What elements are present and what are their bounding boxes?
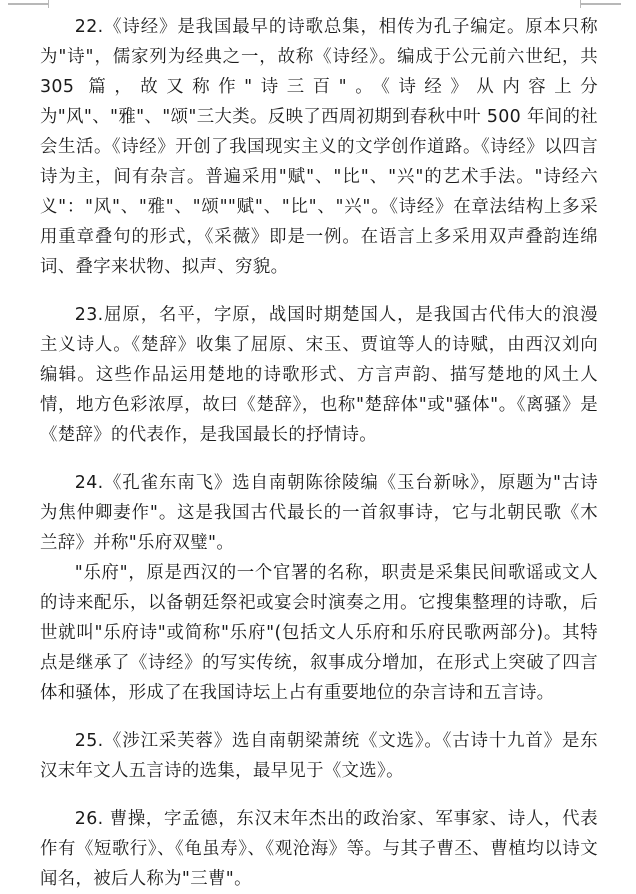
crop-mark-top-left xyxy=(8,3,49,5)
paragraph-item-22: 22.《诗经》是我国最早的诗歌总集，相传为孔子编定。原本只称为"诗"，儒家列为经典之一，故称《诗经》。编成于公元前六世纪，共 305 篇，故又称作"诗三百"。《诗经》从内容上分为"风"、"雅"、"颂"三大类。反映了西周初期到春秋中叶 500 年间的社会生活。《诗经》开创了我国现实主义的文学创作道路。《诗经》以四言诗为主，间有杂言。普遍采用"赋"、"比"、"兴"的艺术手法。"诗经六义"："风"、"雅"、"颂""赋"、"比"、"兴"。《诗经》在章法结构上多采用重章叠句的形式，《采薇》即是一例。在语言上多采用双声叠韵连绵词、叠字来状物、拟声、穷貌。 xyxy=(40,17,598,277)
paragraph-item-24: 24.《孔雀东南飞》选自南朝陈徐陵编《玉台新咏》，原题为"古诗为焦仲卿妻作"。这是我国古代最长的一首叙事诗，它与北朝民歌《木兰辞》并称"乐府双璧"。 xyxy=(40,473,598,553)
document-body xyxy=(40,12,598,894)
crop-mark-top-right xyxy=(580,3,621,5)
paragraph-item-26: 26. 曹操，字孟德，东汉末年杰出的政治家、军事家、诗人，代表作有《短歌行》、《龟虽寿》、《观沧海》等。与其子曹丕、曹植均以诗文闻名，被后人称为"三曹"。 xyxy=(40,809,598,889)
paragraph-item-25: 25.《涉江采芙蓉》选自南朝梁萧统《文选》。《古诗十九首》是东汉末年文人五言诗的选集，最早见于《文选》。 xyxy=(40,731,598,781)
paragraph-item-24-continued: "乐府"，原是西汉的一个官署的名称，职责是采集民间歌谣或文人的诗来配乐，以备朝廷祭祀或宴会时演奏之用。它搜集整理的诗歌，后世就叫"乐府诗"或简称"乐府"(包括文人乐府和乐府民歌两部分)。其特点是继承了《诗经》的写实传统，叙事成分增加，在形式上突破了四言体和骚体，形成了在我国诗坛上占有重要地位的杂言诗和五言诗。 xyxy=(40,563,598,703)
paragraph-item-23: 23.屈原，名平，字原，战国时期楚国人，是我国古代伟大的浪漫主义诗人。《楚辞》收集了屈原、宋玉、贾谊等人的诗赋，由西汉刘向编辑。这些作品运用楚地的诗歌形式、方言声韵、描写楚地的风土人情，地方色彩浓厚，故曰《楚辞》，也称"楚辞体"或"骚体"。《离骚》是《楚辞》的代表作，是我国最长的抒情诗。 xyxy=(40,305,598,445)
